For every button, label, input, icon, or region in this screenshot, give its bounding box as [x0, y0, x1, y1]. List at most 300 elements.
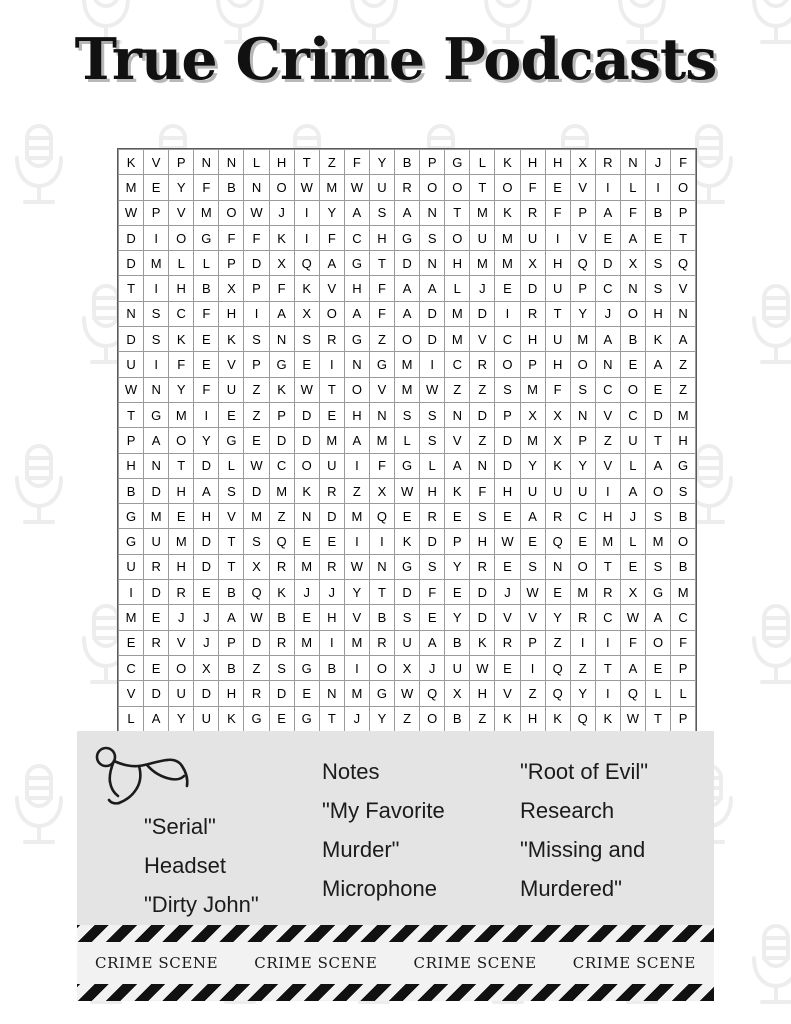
grid-cell[interactable]: S [269, 655, 294, 680]
grid-cell[interactable]: S [420, 428, 445, 453]
grid-cell[interactable]: J [645, 150, 670, 175]
grid-cell[interactable]: P [420, 150, 445, 175]
grid-cell[interactable]: O [445, 225, 470, 250]
grid-cell[interactable]: F [344, 150, 369, 175]
grid-cell[interactable]: R [319, 327, 344, 352]
grid-cell[interactable]: R [470, 352, 495, 377]
grid-cell[interactable]: D [119, 327, 144, 352]
grid-cell[interactable]: Z [269, 504, 294, 529]
grid-cell[interactable]: C [344, 225, 369, 250]
grid-cell[interactable]: I [495, 301, 520, 326]
grid-cell[interactable]: M [119, 175, 144, 200]
grid-cell[interactable]: Y [570, 681, 595, 706]
grid-cell[interactable]: H [344, 402, 369, 427]
grid-cell[interactable]: D [269, 681, 294, 706]
grid-cell[interactable]: J [194, 630, 219, 655]
grid-cell[interactable]: W [470, 655, 495, 680]
grid-cell[interactable]: H [545, 352, 570, 377]
grid-cell[interactable]: C [570, 504, 595, 529]
grid-cell[interactable]: S [645, 276, 670, 301]
grid-cell[interactable]: B [671, 554, 696, 579]
grid-cell[interactable]: Y [369, 150, 394, 175]
grid-cell[interactable]: H [470, 681, 495, 706]
grid-cell[interactable]: H [595, 504, 620, 529]
grid-cell[interactable]: V [671, 276, 696, 301]
grid-cell[interactable]: G [395, 225, 420, 250]
grid-cell[interactable]: J [495, 580, 520, 605]
grid-cell[interactable]: T [219, 554, 244, 579]
grid-cell[interactable]: I [144, 225, 169, 250]
grid-cell[interactable]: O [645, 478, 670, 503]
grid-cell[interactable]: D [194, 453, 219, 478]
grid-cell[interactable]: Z [395, 706, 420, 731]
grid-cell[interactable]: Q [620, 681, 645, 706]
grid-cell[interactable]: T [369, 580, 394, 605]
grid-cell[interactable]: J [595, 301, 620, 326]
grid-cell[interactable]: Z [595, 428, 620, 453]
grid-cell[interactable]: W [620, 605, 645, 630]
grid-cell[interactable]: S [671, 478, 696, 503]
grid-cell[interactable]: D [319, 504, 344, 529]
grid-cell[interactable]: A [671, 327, 696, 352]
grid-cell[interactable]: A [144, 706, 169, 731]
grid-cell[interactable]: U [545, 327, 570, 352]
grid-cell[interactable]: Y [344, 580, 369, 605]
grid-cell[interactable]: Z [520, 681, 545, 706]
grid-cell[interactable]: E [194, 352, 219, 377]
grid-cell[interactable]: R [319, 478, 344, 503]
grid-cell[interactable]: A [395, 276, 420, 301]
grid-cell[interactable]: F [194, 175, 219, 200]
grid-cell[interactable]: E [595, 225, 620, 250]
grid-cell[interactable]: T [319, 377, 344, 402]
grid-cell[interactable]: Q [294, 251, 319, 276]
grid-cell[interactable]: S [369, 200, 394, 225]
grid-cell[interactable]: V [595, 453, 620, 478]
grid-cell[interactable]: Y [369, 706, 394, 731]
grid-cell[interactable]: L [395, 428, 420, 453]
grid-cell[interactable]: Z [470, 706, 495, 731]
grid-cell[interactable]: N [244, 175, 269, 200]
grid-cell[interactable]: A [445, 453, 470, 478]
grid-cell[interactable]: E [294, 352, 319, 377]
grid-cell[interactable]: P [570, 200, 595, 225]
grid-cell[interactable]: L [219, 453, 244, 478]
grid-cell[interactable]: L [620, 529, 645, 554]
grid-cell[interactable]: K [545, 453, 570, 478]
grid-cell[interactable]: V [369, 377, 394, 402]
grid-cell[interactable]: J [269, 200, 294, 225]
grid-cell[interactable]: D [144, 580, 169, 605]
grid-cell[interactable]: K [495, 200, 520, 225]
grid-cell[interactable]: Z [470, 428, 495, 453]
grid-cell[interactable]: T [645, 428, 670, 453]
grid-cell[interactable]: E [520, 529, 545, 554]
grid-cell[interactable]: S [470, 504, 495, 529]
grid-cell[interactable]: Z [671, 352, 696, 377]
grid-cell[interactable]: O [369, 655, 394, 680]
grid-cell[interactable]: B [620, 327, 645, 352]
grid-cell[interactable]: H [269, 150, 294, 175]
grid-cell[interactable]: M [344, 504, 369, 529]
grid-cell[interactable]: V [445, 428, 470, 453]
grid-cell[interactable]: E [294, 529, 319, 554]
grid-cell[interactable]: W [344, 554, 369, 579]
grid-cell[interactable]: O [671, 175, 696, 200]
grid-cell[interactable]: Z [445, 377, 470, 402]
grid-cell[interactable]: R [369, 630, 394, 655]
grid-cell[interactable]: W [420, 377, 445, 402]
grid-cell[interactable]: M [395, 377, 420, 402]
grid-cell[interactable]: H [645, 301, 670, 326]
grid-cell[interactable]: O [344, 377, 369, 402]
grid-cell[interactable]: J [294, 580, 319, 605]
grid-cell[interactable]: T [219, 529, 244, 554]
grid-cell[interactable]: F [545, 377, 570, 402]
grid-cell[interactable]: A [395, 301, 420, 326]
grid-cell[interactable]: C [595, 276, 620, 301]
grid-cell[interactable]: D [244, 251, 269, 276]
grid-cell[interactable]: N [595, 352, 620, 377]
grid-cell[interactable]: N [144, 453, 169, 478]
grid-cell[interactable]: C [269, 453, 294, 478]
grid-cell[interactable]: O [671, 529, 696, 554]
grid-cell[interactable]: B [445, 630, 470, 655]
grid-cell[interactable]: X [244, 554, 269, 579]
grid-cell[interactable]: G [395, 554, 420, 579]
grid-cell[interactable]: P [520, 630, 545, 655]
grid-cell[interactable]: M [595, 529, 620, 554]
grid-cell[interactable]: D [595, 251, 620, 276]
grid-cell[interactable]: K [169, 327, 194, 352]
grid-cell[interactable]: M [319, 175, 344, 200]
grid-cell[interactable]: N [344, 352, 369, 377]
grid-cell[interactable]: L [420, 453, 445, 478]
grid-cell[interactable]: H [545, 150, 570, 175]
grid-cell[interactable]: A [420, 276, 445, 301]
grid-cell[interactable]: I [294, 200, 319, 225]
grid-cell[interactable]: A [269, 301, 294, 326]
grid-cell[interactable]: S [144, 327, 169, 352]
grid-cell[interactable]: G [344, 327, 369, 352]
grid-cell[interactable]: G [671, 453, 696, 478]
grid-cell[interactable]: A [595, 200, 620, 225]
grid-cell[interactable]: B [119, 478, 144, 503]
grid-cell[interactable]: I [369, 529, 394, 554]
grid-cell[interactable]: H [445, 251, 470, 276]
grid-cell[interactable]: Z [545, 630, 570, 655]
grid-cell[interactable]: R [595, 150, 620, 175]
grid-cell[interactable]: A [219, 605, 244, 630]
grid-cell[interactable]: J [470, 276, 495, 301]
grid-cell[interactable]: S [244, 529, 269, 554]
grid-cell[interactable]: I [244, 301, 269, 326]
grid-cell[interactable]: E [445, 580, 470, 605]
grid-cell[interactable]: S [219, 478, 244, 503]
grid-cell[interactable]: L [119, 706, 144, 731]
grid-cell[interactable]: V [495, 681, 520, 706]
grid-cell[interactable]: I [194, 402, 219, 427]
grid-cell[interactable]: T [319, 706, 344, 731]
grid-cell[interactable]: U [545, 276, 570, 301]
grid-cell[interactable]: R [395, 175, 420, 200]
grid-cell[interactable]: M [194, 200, 219, 225]
grid-cell[interactable]: C [445, 352, 470, 377]
grid-cell[interactable]: F [420, 580, 445, 605]
grid-cell[interactable]: C [595, 377, 620, 402]
grid-cell[interactable]: U [119, 352, 144, 377]
grid-cell[interactable]: N [545, 554, 570, 579]
grid-cell[interactable]: W [620, 706, 645, 731]
grid-cell[interactable]: E [495, 276, 520, 301]
grid-cell[interactable]: P [570, 276, 595, 301]
grid-cell[interactable]: H [344, 276, 369, 301]
grid-cell[interactable]: M [671, 580, 696, 605]
grid-cell[interactable]: S [645, 504, 670, 529]
grid-cell[interactable]: M [144, 251, 169, 276]
grid-cell[interactable]: K [645, 327, 670, 352]
grid-cell[interactable]: E [395, 504, 420, 529]
grid-cell[interactable]: V [344, 605, 369, 630]
grid-cell[interactable]: D [144, 681, 169, 706]
grid-cell[interactable]: N [194, 150, 219, 175]
grid-cell[interactable]: B [194, 276, 219, 301]
grid-cell[interactable]: N [445, 402, 470, 427]
grid-cell[interactable]: Q [369, 504, 394, 529]
grid-cell[interactable]: O [169, 225, 194, 250]
grid-cell[interactable]: F [244, 225, 269, 250]
grid-cell[interactable]: R [470, 554, 495, 579]
grid-cell[interactable]: D [420, 301, 445, 326]
grid-cell[interactable]: Z [344, 478, 369, 503]
grid-cell[interactable]: P [219, 251, 244, 276]
grid-cell[interactable]: U [545, 478, 570, 503]
grid-cell[interactable]: D [395, 580, 420, 605]
grid-cell[interactable]: T [119, 276, 144, 301]
grid-cell[interactable]: X [570, 150, 595, 175]
grid-cell[interactable]: S [420, 225, 445, 250]
grid-cell[interactable]: E [420, 605, 445, 630]
grid-cell[interactable]: B [319, 655, 344, 680]
grid-cell[interactable]: A [620, 225, 645, 250]
grid-cell[interactable]: I [344, 655, 369, 680]
grid-cell[interactable]: Y [445, 605, 470, 630]
grid-cell[interactable]: G [294, 655, 319, 680]
grid-cell[interactable]: F [520, 175, 545, 200]
grid-cell[interactable]: X [369, 478, 394, 503]
grid-cell[interactable]: L [244, 150, 269, 175]
grid-cell[interactable]: W [395, 681, 420, 706]
grid-cell[interactable]: F [269, 276, 294, 301]
grid-cell[interactable]: M [671, 402, 696, 427]
grid-cell[interactable]: X [269, 251, 294, 276]
grid-cell[interactable]: I [344, 453, 369, 478]
grid-cell[interactable]: M [520, 428, 545, 453]
grid-cell[interactable]: O [395, 327, 420, 352]
grid-cell[interactable]: D [470, 301, 495, 326]
grid-cell[interactable]: A [395, 200, 420, 225]
grid-cell[interactable]: P [219, 630, 244, 655]
grid-cell[interactable]: G [294, 706, 319, 731]
grid-cell[interactable]: B [445, 706, 470, 731]
grid-cell[interactable]: Y [570, 301, 595, 326]
grid-cell[interactable]: P [119, 428, 144, 453]
grid-cell[interactable]: F [369, 276, 394, 301]
grid-cell[interactable]: H [520, 150, 545, 175]
grid-cell[interactable]: Z [244, 655, 269, 680]
grid-cell[interactable]: N [420, 251, 445, 276]
grid-cell[interactable]: A [194, 478, 219, 503]
grid-cell[interactable]: N [420, 200, 445, 225]
grid-cell[interactable]: I [545, 225, 570, 250]
grid-cell[interactable]: C [620, 402, 645, 427]
grid-cell[interactable]: R [319, 554, 344, 579]
grid-cell[interactable]: X [520, 402, 545, 427]
grid-cell[interactable]: F [369, 453, 394, 478]
grid-cell[interactable]: G [369, 681, 394, 706]
grid-cell[interactable]: N [119, 301, 144, 326]
grid-cell[interactable]: T [671, 225, 696, 250]
grid-cell[interactable]: R [420, 504, 445, 529]
grid-cell[interactable]: B [219, 175, 244, 200]
grid-cell[interactable]: X [620, 251, 645, 276]
grid-cell[interactable]: O [219, 200, 244, 225]
grid-cell[interactable]: M [294, 630, 319, 655]
grid-cell[interactable]: H [369, 225, 394, 250]
grid-cell[interactable]: E [169, 504, 194, 529]
grid-cell[interactable]: K [269, 377, 294, 402]
grid-cell[interactable]: H [219, 301, 244, 326]
grid-cell[interactable]: S [395, 605, 420, 630]
grid-cell[interactable]: X [620, 580, 645, 605]
grid-cell[interactable]: D [244, 630, 269, 655]
grid-cell[interactable]: E [144, 605, 169, 630]
grid-cell[interactable]: E [545, 580, 570, 605]
grid-cell[interactable]: X [294, 301, 319, 326]
grid-cell[interactable]: Y [169, 175, 194, 200]
grid-cell[interactable]: G [144, 402, 169, 427]
grid-cell[interactable]: Y [545, 605, 570, 630]
grid-cell[interactable]: H [194, 504, 219, 529]
grid-cell[interactable]: G [395, 453, 420, 478]
grid-cell[interactable]: U [144, 529, 169, 554]
grid-cell[interactable]: E [119, 630, 144, 655]
grid-cell[interactable]: G [194, 225, 219, 250]
grid-cell[interactable]: D [395, 251, 420, 276]
grid-cell[interactable]: K [294, 478, 319, 503]
grid-cell[interactable]: R [570, 605, 595, 630]
grid-cell[interactable]: E [194, 327, 219, 352]
grid-cell[interactable]: V [169, 200, 194, 225]
grid-cell[interactable]: A [645, 453, 670, 478]
grid-cell[interactable]: U [570, 478, 595, 503]
grid-cell[interactable]: H [420, 478, 445, 503]
grid-cell[interactable]: M [344, 630, 369, 655]
grid-cell[interactable]: R [269, 630, 294, 655]
grid-cell[interactable]: W [119, 377, 144, 402]
grid-cell[interactable]: E [219, 402, 244, 427]
grid-cell[interactable]: Z [319, 150, 344, 175]
grid-cell[interactable]: V [119, 681, 144, 706]
grid-cell[interactable]: L [620, 175, 645, 200]
grid-cell[interactable]: I [595, 681, 620, 706]
grid-cell[interactable]: D [495, 428, 520, 453]
grid-cell[interactable]: U [319, 453, 344, 478]
grid-cell[interactable]: J [420, 655, 445, 680]
grid-cell[interactable]: E [445, 504, 470, 529]
grid-cell[interactable]: D [470, 402, 495, 427]
grid-cell[interactable]: O [319, 301, 344, 326]
grid-cell[interactable]: F [620, 200, 645, 225]
grid-cell[interactable]: F [319, 225, 344, 250]
grid-cell[interactable]: F [194, 301, 219, 326]
grid-cell[interactable]: Q [545, 681, 570, 706]
grid-cell[interactable]: Y [520, 453, 545, 478]
grid-cell[interactable]: R [595, 580, 620, 605]
grid-cell[interactable]: H [319, 605, 344, 630]
grid-cell[interactable]: O [445, 175, 470, 200]
grid-cell[interactable]: L [671, 681, 696, 706]
grid-cell[interactable]: G [244, 706, 269, 731]
grid-cell[interactable]: T [470, 175, 495, 200]
grid-cell[interactable]: E [645, 225, 670, 250]
grid-cell[interactable]: I [595, 478, 620, 503]
grid-cell[interactable]: X [219, 276, 244, 301]
grid-cell[interactable]: I [144, 276, 169, 301]
grid-cell[interactable]: E [144, 655, 169, 680]
grid-cell[interactable]: P [144, 200, 169, 225]
grid-cell[interactable]: U [445, 655, 470, 680]
grid-cell[interactable]: O [169, 428, 194, 453]
grid-cell[interactable]: P [269, 402, 294, 427]
grid-cell[interactable]: L [445, 276, 470, 301]
grid-cell[interactable]: P [671, 706, 696, 731]
grid-cell[interactable]: D [194, 554, 219, 579]
grid-cell[interactable]: H [671, 428, 696, 453]
grid-cell[interactable]: M [319, 428, 344, 453]
grid-cell[interactable]: J [319, 580, 344, 605]
grid-cell[interactable]: F [194, 377, 219, 402]
grid-cell[interactable]: X [445, 681, 470, 706]
grid-cell[interactable]: E [244, 428, 269, 453]
grid-cell[interactable]: U [620, 428, 645, 453]
grid-cell[interactable]: N [620, 276, 645, 301]
grid-cell[interactable]: I [570, 630, 595, 655]
grid-cell[interactable]: Q [420, 681, 445, 706]
grid-cell[interactable]: E [545, 175, 570, 200]
grid-cell[interactable]: K [470, 630, 495, 655]
grid-cell[interactable]: H [169, 276, 194, 301]
grid-cell[interactable]: G [645, 580, 670, 605]
grid-cell[interactable]: X [545, 402, 570, 427]
grid-cell[interactable]: M [470, 200, 495, 225]
grid-cell[interactable]: E [495, 655, 520, 680]
grid-cell[interactable]: M [520, 377, 545, 402]
grid-cell[interactable]: V [495, 605, 520, 630]
grid-cell[interactable]: A [344, 428, 369, 453]
grid-cell[interactable]: R [520, 200, 545, 225]
grid-cell[interactable]: E [620, 352, 645, 377]
grid-cell[interactable]: H [470, 529, 495, 554]
grid-cell[interactable]: N [570, 402, 595, 427]
grid-cell[interactable]: P [671, 200, 696, 225]
grid-cell[interactable]: O [645, 630, 670, 655]
grid-cell[interactable]: G [269, 352, 294, 377]
grid-cell[interactable]: J [620, 504, 645, 529]
grid-cell[interactable]: A [645, 352, 670, 377]
grid-cell[interactable]: A [420, 630, 445, 655]
grid-cell[interactable]: A [645, 605, 670, 630]
